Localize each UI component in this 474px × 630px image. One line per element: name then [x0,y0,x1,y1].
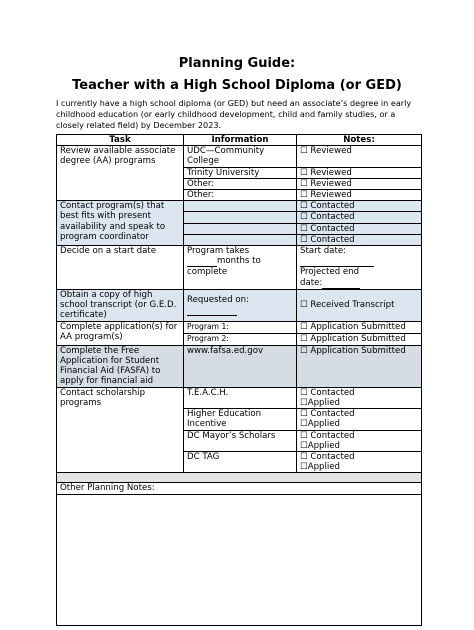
other-notes-area[interactable] [57,494,422,625]
note-scholarship [297,409,422,430]
info-teach: T.E.A.C.H. [184,387,297,408]
start-date-blank[interactable] [300,256,374,267]
note-scholarship [297,452,422,473]
table-row [57,321,422,333]
header-notes: Notes: [297,135,422,146]
task-contact-programs: Contact program(s) that best fits with present availability and speak to program coordinator [57,201,184,246]
note-reviewed[interactable]: ☐ Reviewed [297,167,422,178]
months-label: months to [217,256,261,267]
note-scholarship [297,430,422,451]
task-start-date: Decide on a start date [57,246,184,290]
task-application: Complete application(s) for AA program(s) [57,321,184,345]
header-information: Information [184,135,297,146]
note-contacted[interactable]: ☐ Contacted [297,201,422,212]
requested-date-blank[interactable] [187,305,237,316]
table-row [57,246,422,290]
projected-end-label: Projected end [300,267,360,278]
contacted-checkbox[interactable]: ☐ Contacted [300,387,355,398]
info-program-2: Program 2: [184,333,297,345]
note-reviewed[interactable]: ☐ Reviewed [297,146,422,167]
info-blank[interactable] [184,212,297,223]
table-spacer-row [57,473,422,483]
info-program-length [184,246,297,290]
other-notes-label: Other Planning Notes: [57,483,422,494]
start-date-label: Start date: [300,246,346,257]
info-requested-on [184,289,297,321]
note-received-transcript[interactable]: ☐ Received Transcript [297,289,422,321]
note-application-submitted[interactable]: ☐ Application Submitted [297,333,422,345]
note-application-submitted[interactable]: ☐ Application Submitted [297,321,422,333]
intro-text: I currently have a high school diploma (or GED) but need an associate’s degree in early childhood education (or early childhood development, child and family studies, or a closely related field) by December 2023. [56,98,412,130]
note-scholarship [297,387,422,408]
note-reviewed[interactable]: ☐ Reviewed [297,190,422,201]
info-higher-education-incentive: Higher Education Incentive [184,409,297,430]
months-blank[interactable] [187,256,217,267]
info-dc-tag: DC TAG [184,452,297,473]
info-blank[interactable] [184,223,297,234]
contacted-checkbox[interactable]: ☐ Contacted [300,409,355,420]
contacted-checkbox[interactable]: ☐ Contacted [300,452,355,463]
table-row [57,289,422,321]
header-task: Task [57,135,184,146]
contacted-checkbox[interactable]: ☐ Contacted [300,430,355,441]
applied-checkbox[interactable]: ☐Applied [300,462,341,473]
task-transcript: Obtain a copy of high school transcript (or G.E.D. certificate) [57,289,184,321]
info-fafsa-link[interactable]: www.fafsa.ed.gov [184,345,297,387]
note-contacted[interactable]: ☐ Contacted [297,212,422,223]
requested-on-label: Requested on: [187,294,249,305]
info-dc-mayors-scholars: DC Mayor’s Scholars [184,430,297,451]
applied-checkbox[interactable]: ☐Applied [300,440,341,451]
info-other: Other: [184,190,297,201]
task-scholarships: Contact scholarship programs [57,387,184,473]
end-date-blank[interactable] [322,278,360,289]
complete-label: complete [187,267,228,278]
table-row [57,494,422,625]
table-row [57,387,422,408]
applied-checkbox[interactable]: ☐Applied [300,398,341,409]
info-other: Other: [184,178,297,189]
table-header-row [57,135,422,146]
end-date-label: date: [300,277,323,288]
info-blank[interactable] [184,201,297,212]
planning-table [56,134,422,626]
task-fafsa: Complete the Free Application for Student Financial Aid (FASFA) to apply for financial aid [57,345,184,387]
info-program-1: Program 1: [184,321,297,333]
program-takes-label: Program takes [187,246,250,257]
task-review-programs: Review available associate degree (AA) programs [57,146,184,201]
note-application-submitted[interactable]: ☐ Application Submitted [297,345,422,387]
table-row [57,201,422,212]
note-contacted[interactable]: ☐ Contacted [297,234,422,245]
note-dates [297,246,422,290]
page-subtitle: Teacher with a High School Diploma (or GED) [72,78,402,93]
info-udc: UDC—Community College [184,146,297,167]
spacer-cell [57,473,422,483]
table-row [57,345,422,387]
page-title: Planning Guide: [178,56,296,71]
note-contacted[interactable]: ☐ Contacted [297,223,422,234]
table-row [57,146,422,167]
info-blank[interactable] [184,234,297,245]
info-trinity: Trinity University [184,167,297,178]
applied-checkbox[interactable]: ☐Applied [300,419,341,430]
note-reviewed[interactable]: ☐ Reviewed [297,178,422,189]
table-row [57,483,422,494]
